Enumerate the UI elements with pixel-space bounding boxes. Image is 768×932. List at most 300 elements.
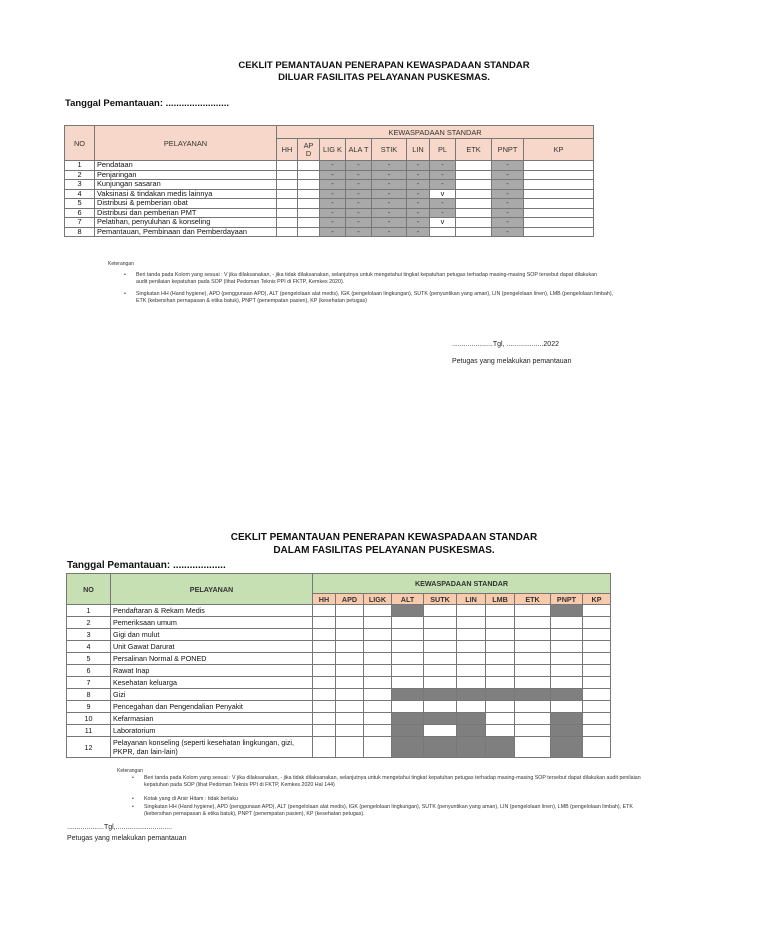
- check-cell[interactable]: [364, 665, 392, 677]
- check-cell[interactable]: [583, 689, 611, 701]
- service-name: Persalinan Normal & PONED: [111, 653, 313, 665]
- table-row: [67, 725, 611, 737]
- doc2-head-group: KEWASPADAAN STANDAR: [313, 574, 611, 594]
- doc2-signature-date: ...................Tgl,.............................: [67, 824, 173, 831]
- service-name: Rawat Inap: [111, 665, 313, 677]
- check-cell[interactable]: [583, 677, 611, 689]
- dash-cell[interactable]: -: [407, 161, 430, 171]
- check-cell[interactable]: [336, 641, 364, 653]
- check-cell[interactable]: [313, 629, 336, 641]
- service-name: Unit Gawat Darurat: [111, 641, 313, 653]
- row-number: 8: [67, 689, 111, 701]
- dash-cell[interactable]: -: [346, 161, 372, 171]
- check-cell[interactable]: [515, 617, 551, 629]
- check-cell[interactable]: [336, 653, 364, 665]
- check-cell[interactable]: [313, 617, 336, 629]
- check-cell[interactable]: [424, 629, 457, 641]
- check-cell[interactable]: [583, 737, 611, 758]
- not-applicable-cell: [551, 689, 583, 701]
- check-cell[interactable]: [277, 170, 298, 180]
- doc1-col-header: HH: [277, 139, 298, 161]
- not-applicable-cell: [424, 713, 457, 725]
- dash-cell[interactable]: -: [407, 227, 430, 237]
- service-name: Kefarmasian: [111, 713, 313, 725]
- check-cell[interactable]: [515, 725, 551, 737]
- check-cell[interactable]: [313, 689, 336, 701]
- service-name: Pendaftaran & Rekam Medis: [111, 605, 313, 617]
- dash-cell[interactable]: -: [346, 208, 372, 218]
- row-number: 2: [67, 617, 111, 629]
- check-cell[interactable]: [336, 605, 364, 617]
- not-applicable-cell: [392, 725, 424, 737]
- check-cell[interactable]: [456, 218, 492, 228]
- check-cell[interactable]: [524, 189, 594, 199]
- dash-cell[interactable]: -: [430, 199, 456, 209]
- check-cell[interactable]: [277, 208, 298, 218]
- check-cell[interactable]: [457, 701, 486, 713]
- dash-cell[interactable]: -: [407, 180, 430, 190]
- row-number: 9: [67, 701, 111, 713]
- table-row: [67, 653, 611, 665]
- service-name: Distribusi & pemberian obat: [95, 199, 277, 209]
- check-cell[interactable]: [392, 665, 424, 677]
- check-cell[interactable]: [515, 605, 551, 617]
- check-cell[interactable]: [551, 653, 583, 665]
- check-cell[interactable]: [364, 701, 392, 713]
- check-cell[interactable]: [457, 641, 486, 653]
- table-row: [67, 617, 611, 629]
- check-cell[interactable]: [457, 605, 486, 617]
- doc1-col-header: KP: [524, 139, 594, 161]
- row-number: 3: [67, 629, 111, 641]
- doc2-col-header: LMB: [486, 594, 515, 605]
- check-cell[interactable]: [551, 701, 583, 713]
- check-cell[interactable]: [524, 227, 594, 237]
- service-name: Gizi: [111, 689, 313, 701]
- check-cell[interactable]: [277, 199, 298, 209]
- check-cell[interactable]: [313, 653, 336, 665]
- check-cell[interactable]: [277, 180, 298, 190]
- dash-cell[interactable]: -: [372, 208, 407, 218]
- doc2-col-header: KP: [583, 594, 611, 605]
- check-cell[interactable]: [583, 713, 611, 725]
- check-cell[interactable]: [515, 629, 551, 641]
- check-cell[interactable]: [424, 725, 457, 737]
- not-applicable-cell: [551, 713, 583, 725]
- row-number: 4: [67, 641, 111, 653]
- doc1-title-line1: CEKLIT PEMANTAUAN PENERAPAN KEWASPADAAN STANDAR: [238, 60, 530, 71]
- dash-cell[interactable]: -: [407, 189, 430, 199]
- doc2-col-header: LIGK: [364, 594, 392, 605]
- doc1-col-header: STIK: [372, 139, 407, 161]
- table-row: [67, 737, 611, 758]
- doc2-date-label: Tanggal Pemantauan: ...................: [67, 560, 226, 571]
- check-cell[interactable]: [392, 677, 424, 689]
- check-cell[interactable]: [364, 641, 392, 653]
- check-cell[interactable]: [336, 701, 364, 713]
- check-cell[interactable]: [583, 701, 611, 713]
- table-row: [67, 665, 611, 677]
- check-cell[interactable]: [457, 665, 486, 677]
- service-name: Pendataan: [95, 161, 277, 171]
- check-cell[interactable]: [515, 665, 551, 677]
- table-row: [65, 161, 594, 171]
- table-row: [67, 689, 611, 701]
- table-row: [65, 180, 594, 190]
- check-cell[interactable]: [456, 161, 492, 171]
- dash-cell[interactable]: -: [346, 180, 372, 190]
- dash-cell[interactable]: -: [320, 208, 346, 218]
- row-number: 3: [65, 180, 95, 190]
- doc1-notes-heading: Keterangan: [108, 261, 134, 267]
- check-cell[interactable]: [515, 677, 551, 689]
- row-number: 4: [65, 189, 95, 199]
- dash-cell[interactable]: -: [320, 180, 346, 190]
- doc2-col-header: ETK: [515, 594, 551, 605]
- dash-cell[interactable]: -: [407, 199, 430, 209]
- check-cell[interactable]: [336, 737, 364, 758]
- check-cell[interactable]: [364, 653, 392, 665]
- dash-cell[interactable]: -: [492, 227, 524, 237]
- check-cell[interactable]: [424, 677, 457, 689]
- check-cell[interactable]: [364, 689, 392, 701]
- dash-cell[interactable]: -: [346, 170, 372, 180]
- doc2-note-2: • Kotak yang di Arsir Hitam : tidak berlaku: [132, 796, 238, 802]
- check-cell[interactable]: [336, 665, 364, 677]
- service-name: Penjaringan: [95, 170, 277, 180]
- check-cell[interactable]: [551, 677, 583, 689]
- dash-cell[interactable]: -: [430, 170, 456, 180]
- not-applicable-cell: [486, 689, 515, 701]
- check-cell[interactable]: [456, 227, 492, 237]
- check-cell[interactable]: [364, 725, 392, 737]
- service-name: Pencegahan dan Pengendalian Penyakit: [111, 701, 313, 713]
- check-cell[interactable]: [336, 713, 364, 725]
- dash-cell[interactable]: -: [320, 227, 346, 237]
- check-cell[interactable]: [364, 617, 392, 629]
- row-number: 7: [65, 218, 95, 228]
- doc1-head-group: KEWASPADAAN STANDAR: [277, 126, 594, 139]
- check-cell[interactable]: [313, 725, 336, 737]
- check-cell[interactable]: [583, 605, 611, 617]
- table-row: [65, 199, 594, 209]
- dash-cell[interactable]: -: [372, 161, 407, 171]
- check-cell[interactable]: [524, 180, 594, 190]
- check-cell[interactable]: [430, 227, 456, 237]
- check-cell[interactable]: [456, 170, 492, 180]
- check-cell[interactable]: [515, 641, 551, 653]
- doc1-signature-officer: Petugas yang melakukan pemantauan: [452, 358, 572, 365]
- doc1-col-header: LIG K: [320, 139, 346, 161]
- check-cell[interactable]: [364, 677, 392, 689]
- dash-cell[interactable]: -: [492, 218, 524, 228]
- doc2-title-line1: CEKLIT PEMANTAUAN PENERAPAN KEWASPADAAN STANDAR: [230, 532, 538, 543]
- check-cell[interactable]: [336, 689, 364, 701]
- check-cell[interactable]: [486, 629, 515, 641]
- check-cell[interactable]: [515, 737, 551, 758]
- check-cell[interactable]: [457, 677, 486, 689]
- check-cell[interactable]: [424, 641, 457, 653]
- dash-cell[interactable]: -: [430, 180, 456, 190]
- doc1-col-header: ALA T: [346, 139, 372, 161]
- check-cell[interactable]: [424, 617, 457, 629]
- not-applicable-cell: [551, 737, 583, 758]
- not-applicable-cell: [392, 605, 424, 617]
- dash-cell[interactable]: -: [372, 218, 407, 228]
- dash-cell[interactable]: -: [320, 170, 346, 180]
- check-cell[interactable]: [515, 653, 551, 665]
- dash-cell[interactable]: -: [320, 161, 346, 171]
- dash-cell[interactable]: -: [346, 227, 372, 237]
- check-cell[interactable]: [298, 189, 320, 199]
- dash-cell[interactable]: -: [430, 208, 456, 218]
- check-cell[interactable]: [392, 641, 424, 653]
- not-applicable-cell: [424, 689, 457, 701]
- not-applicable-cell: [392, 713, 424, 725]
- not-applicable-cell: [392, 737, 424, 758]
- check-cell[interactable]: [392, 653, 424, 665]
- check-cell[interactable]: [524, 208, 594, 218]
- check-cell[interactable]: [424, 653, 457, 665]
- doc1-col-header: PL: [430, 139, 456, 161]
- check-cell[interactable]: [457, 617, 486, 629]
- row-number: 7: [67, 677, 111, 689]
- doc2-col-header: ALT: [392, 594, 424, 605]
- check-cell[interactable]: [486, 641, 515, 653]
- check-cell[interactable]: [392, 629, 424, 641]
- dash-cell[interactable]: -: [346, 199, 372, 209]
- check-cell[interactable]: [424, 665, 457, 677]
- check-cell[interactable]: [298, 180, 320, 190]
- check-cell[interactable]: [298, 170, 320, 180]
- doc2-signature-officer: Petugas yang melakukan pemantauan: [67, 835, 187, 842]
- row-number: 5: [65, 199, 95, 209]
- doc1-col-header: ETK: [456, 139, 492, 161]
- check-cell[interactable]: [313, 713, 336, 725]
- check-cell[interactable]: [551, 641, 583, 653]
- check-cell[interactable]: [392, 617, 424, 629]
- dash-cell[interactable]: -: [492, 199, 524, 209]
- dash-cell[interactable]: -: [372, 227, 407, 237]
- table-row: [67, 605, 611, 617]
- check-cell[interactable]: [583, 653, 611, 665]
- check-cell[interactable]: [424, 701, 457, 713]
- dash-cell[interactable]: -: [372, 199, 407, 209]
- doc1-title-line2: DILUAR FASILITAS PELAYANAN PUSKESMAS.: [278, 72, 490, 83]
- table-row: [67, 641, 611, 653]
- table-row: [65, 189, 594, 199]
- doc2-head-service: PELAYANAN: [111, 574, 313, 605]
- check-cell[interactable]: [364, 737, 392, 758]
- check-cell[interactable]: [277, 218, 298, 228]
- doc1-checklist-table: [64, 125, 594, 237]
- check-cell[interactable]: [336, 617, 364, 629]
- not-applicable-cell: [457, 713, 486, 725]
- service-name: Laboratorium: [111, 725, 313, 737]
- service-name: Pelatihan, penyuluhan & konseling: [95, 218, 277, 228]
- check-cell[interactable]: [486, 677, 515, 689]
- check-cell[interactable]: [457, 653, 486, 665]
- row-number: 11: [67, 725, 111, 737]
- check-cell[interactable]: [313, 605, 336, 617]
- row-number: 10: [67, 713, 111, 725]
- dash-cell[interactable]: -: [492, 180, 524, 190]
- check-cell[interactable]: [551, 629, 583, 641]
- table-row: [65, 208, 594, 218]
- dash-cell[interactable]: -: [320, 199, 346, 209]
- doc2-col-header: SUTK: [424, 594, 457, 605]
- doc2-title-line2: DALAM FASILITAS PELAYANAN PUSKESMAS.: [273, 545, 495, 556]
- not-applicable-cell: [515, 689, 551, 701]
- service-name: Kesehatan keluarga: [111, 677, 313, 689]
- table-row: [65, 227, 594, 237]
- row-number: 1: [67, 605, 111, 617]
- check-cell[interactable]: v: [430, 218, 456, 228]
- check-cell[interactable]: [456, 199, 492, 209]
- dash-cell[interactable]: -: [492, 161, 524, 171]
- check-cell[interactable]: [456, 180, 492, 190]
- check-cell[interactable]: [583, 665, 611, 677]
- dash-cell[interactable]: -: [492, 208, 524, 218]
- check-cell[interactable]: [313, 737, 336, 758]
- not-applicable-cell: [486, 737, 515, 758]
- not-applicable-cell: [551, 605, 583, 617]
- check-cell[interactable]: [277, 227, 298, 237]
- doc1-col-header: PNPT: [492, 139, 524, 161]
- doc1-signature-date: .....................Tgl, ...................2022: [452, 341, 559, 348]
- check-cell[interactable]: [277, 161, 298, 171]
- check-cell[interactable]: [524, 199, 594, 209]
- check-cell[interactable]: [298, 208, 320, 218]
- check-cell[interactable]: [551, 665, 583, 677]
- check-cell[interactable]: [277, 189, 298, 199]
- check-cell[interactable]: [583, 629, 611, 641]
- row-number: 5: [67, 653, 111, 665]
- check-cell[interactable]: v: [430, 189, 456, 199]
- table-row: [67, 713, 611, 725]
- doc1-col-header: LIN: [407, 139, 430, 161]
- service-name: Kunjungan sasaran: [95, 180, 277, 190]
- dash-cell[interactable]: -: [320, 189, 346, 199]
- doc2-col-header: HH: [313, 594, 336, 605]
- check-cell[interactable]: [336, 725, 364, 737]
- service-name: Pemantauan, Pembinaan dan Pemberdayaan: [95, 227, 277, 237]
- check-cell[interactable]: [298, 161, 320, 171]
- dash-cell[interactable]: -: [372, 189, 407, 199]
- dash-cell[interactable]: -: [492, 170, 524, 180]
- check-cell[interactable]: [486, 605, 515, 617]
- check-cell[interactable]: [298, 218, 320, 228]
- row-number: 6: [67, 665, 111, 677]
- doc2-checklist-table: [66, 573, 611, 758]
- not-applicable-cell: [457, 737, 486, 758]
- check-cell[interactable]: [486, 701, 515, 713]
- check-cell[interactable]: [486, 617, 515, 629]
- dash-cell[interactable]: -: [346, 218, 372, 228]
- row-number: 6: [65, 208, 95, 218]
- table-row: [65, 170, 594, 180]
- table-row: [67, 677, 611, 689]
- not-applicable-cell: [457, 689, 486, 701]
- doc1-col-header: AP D: [298, 139, 320, 161]
- dash-cell[interactable]: -: [320, 218, 346, 228]
- row-number: 12: [67, 737, 111, 758]
- row-number: 8: [65, 227, 95, 237]
- doc1-head-service: PELAYANAN: [95, 126, 277, 161]
- dash-cell[interactable]: -: [407, 208, 430, 218]
- check-cell[interactable]: [298, 227, 320, 237]
- doc2-note-1: • Beri tanda pada Kolom yang sesuai : V jika dilaksanakan, - jika tidak dilaksanakan, selanjutnya untuk mengetahui tingkat kepatuhan petugas terhadap masing-masing SOP tersebut dapat dilakukan audit penilaian kepatuhan pada SOP (lihat Pedoman Teknis PPI di FKTP, Kemkes 2020 Hal 144): [132, 775, 641, 788]
- table-row: [67, 629, 611, 641]
- check-cell[interactable]: [486, 665, 515, 677]
- check-cell[interactable]: [298, 199, 320, 209]
- check-cell[interactable]: [313, 677, 336, 689]
- check-cell[interactable]: [392, 701, 424, 713]
- check-cell[interactable]: [524, 170, 594, 180]
- check-cell[interactable]: [364, 605, 392, 617]
- row-number: 2: [65, 170, 95, 180]
- check-cell[interactable]: [486, 653, 515, 665]
- check-cell[interactable]: [336, 629, 364, 641]
- doc2-note-3: • Singkatan HH (Hand hygiene), APD (penggunaan APD), ALT (pengelolaan alat medis), IGK (pengelolaan lingkungan), SUTK (penyuntikan yang aman), LIN (pengelolaan linen), LMB (pengelolaan limbah), ETK (kebersihan pernapasan & etika batuk), PNPT (penempatan pasien), KP (kesehatan petugas).: [132, 804, 633, 817]
- doc1-head-no: NO: [65, 126, 95, 161]
- dash-cell[interactable]: -: [346, 189, 372, 199]
- check-cell[interactable]: [424, 605, 457, 617]
- service-name: Pelayanan konseling (seperti kesehatan lingkungan, gizi, PKPR, dan lain-lain): [111, 737, 313, 758]
- check-cell[interactable]: [583, 641, 611, 653]
- check-cell[interactable]: [456, 189, 492, 199]
- check-cell[interactable]: [583, 617, 611, 629]
- check-cell[interactable]: [486, 713, 515, 725]
- dash-cell[interactable]: -: [492, 189, 524, 199]
- check-cell[interactable]: [524, 161, 594, 171]
- service-name: Distribusi dan pemberian PMT: [95, 208, 277, 218]
- not-applicable-cell: [392, 689, 424, 701]
- dash-cell[interactable]: -: [372, 170, 407, 180]
- check-cell[interactable]: [364, 713, 392, 725]
- doc2-col-header: LIN: [457, 594, 486, 605]
- check-cell[interactable]: [364, 629, 392, 641]
- not-applicable-cell: [457, 725, 486, 737]
- check-cell[interactable]: [313, 641, 336, 653]
- check-cell[interactable]: [336, 677, 364, 689]
- check-cell[interactable]: [515, 713, 551, 725]
- check-cell[interactable]: [524, 218, 594, 228]
- doc2-col-header: PNPT: [551, 594, 583, 605]
- check-cell[interactable]: [551, 617, 583, 629]
- doc2-notes-heading: Keterangan: [117, 768, 143, 774]
- doc1-date-label: Tanggal Pemantauan: ........................: [65, 98, 229, 109]
- check-cell[interactable]: [313, 665, 336, 677]
- dash-cell[interactable]: -: [372, 180, 407, 190]
- check-cell[interactable]: [486, 725, 515, 737]
- service-name: Pemeriksaan umum: [111, 617, 313, 629]
- service-name: Vaksinasi & tindakan medis lainnya: [95, 189, 277, 199]
- check-cell[interactable]: [456, 208, 492, 218]
- service-name: Gigi dan mulut: [111, 629, 313, 641]
- dash-cell[interactable]: -: [407, 170, 430, 180]
- not-applicable-cell: [424, 737, 457, 758]
- check-cell[interactable]: [583, 725, 611, 737]
- check-cell[interactable]: [313, 701, 336, 713]
- row-number: 1: [65, 161, 95, 171]
- doc1-note-1: • Beri tanda pada Kolom yang sesuai : V jika dilaksanakan, - jika tidak dilaksanakan, selanjutnya untuk mengetahui tingkat kepatuhan petugas terhadap masing-masing SOP tersebut dapat dilakukan audit penilaian kepatuhan pada SOP (lihat Pedoman Teknis PPI di FKTP, Kemkes 2020).: [124, 272, 598, 285]
- dash-cell[interactable]: -: [407, 218, 430, 228]
- doc2-head-no: NO: [67, 574, 111, 605]
- dash-cell[interactable]: -: [430, 161, 456, 171]
- check-cell[interactable]: [515, 701, 551, 713]
- check-cell[interactable]: [457, 629, 486, 641]
